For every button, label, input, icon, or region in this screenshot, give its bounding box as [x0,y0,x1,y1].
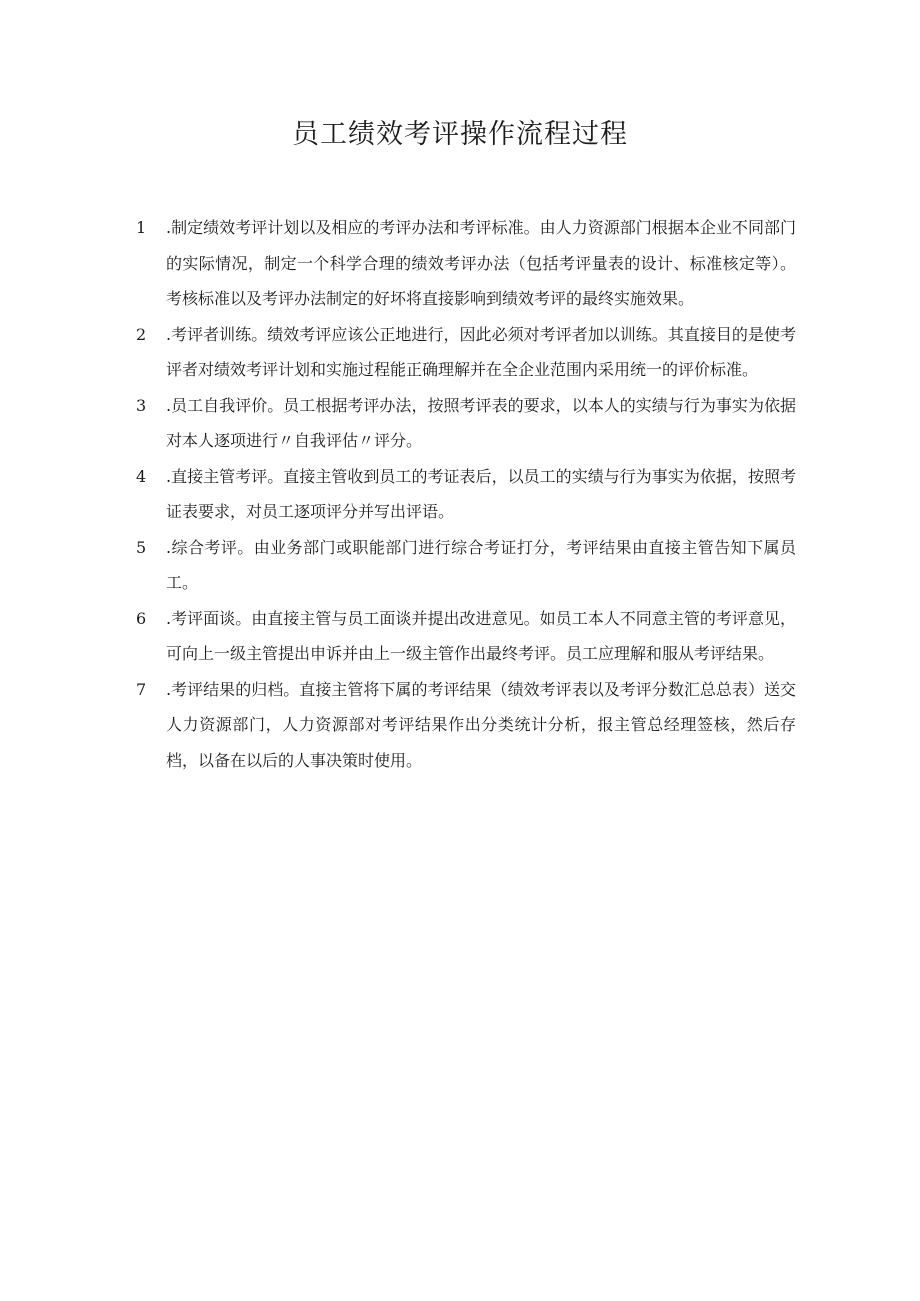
item-text: .综合考评。由业务部门或职能部门进行综合考证打分，考评结果由直接主管告知下属员工。 [166,537,796,592]
item-text: .考评结果的归档。直接主管将下属的考评结果（绩效考评表以及考评分数汇总总表）送交人力资源部门，人力资源部对考评结果作出分类统计分析，报主管总经理签核，然后存档，以备在以后的人事决策时使用。 [166,679,796,770]
item-number: 1 [136,218,147,237]
item-text: .员工自我评价。员工根据考评办法，按照考评表的要求，以本人的实绩与行为事实为依据对本人逐项进行〃自我评估〃评分。 [166,395,796,450]
item-number: 7 [136,679,147,699]
item-number: 5 [136,537,147,557]
list-item [136,530,796,601]
item-number: 3 [136,395,147,415]
list-item [136,388,796,459]
item-number: 4 [136,466,147,486]
item-text: .直接主管考评。直接主管收到员工的考证表后，以员工的实绩与行为事实为依据，按照考证表要求，对员工逐项评分并写出评语。 [166,466,796,521]
item-number: 2 [136,324,147,344]
list-item [136,459,796,530]
list-item [136,672,796,779]
item-text: .制定绩效考评计划以及相应的考评办法和考评标准。由人力资源部门根据本企业不同部门的实际情况，制定一个科学合理的绩效考评办法（包括考评量表的设计、标准核定等）。考核标准以及考评办法制定的好坏将直接影响到绩效考评的最终实施效果。 [166,218,796,308]
document-title: 员工绩效考评操作流程过程 [292,119,628,150]
item-text: .考评者训练。绩效考评应该公正地进行，因此必须对考评者加以训练。其直接目的是使考评者对绩效考评计划和实施过程能正确理解并在全企业范围内采用统一的评价标准。 [166,324,796,379]
procedure-list [136,210,796,778]
list-item [136,210,796,317]
list-item [136,317,796,388]
item-number: 6 [136,608,147,628]
list-item [136,601,796,672]
item-text: .考评面谈。由直接主管与员工面谈并提出改进意见。如员工本人不同意主管的考评意见，可向上一级主管提出申诉并由上一级主管作出最终考评。员工应理解和服从考评结果。 [166,608,796,663]
